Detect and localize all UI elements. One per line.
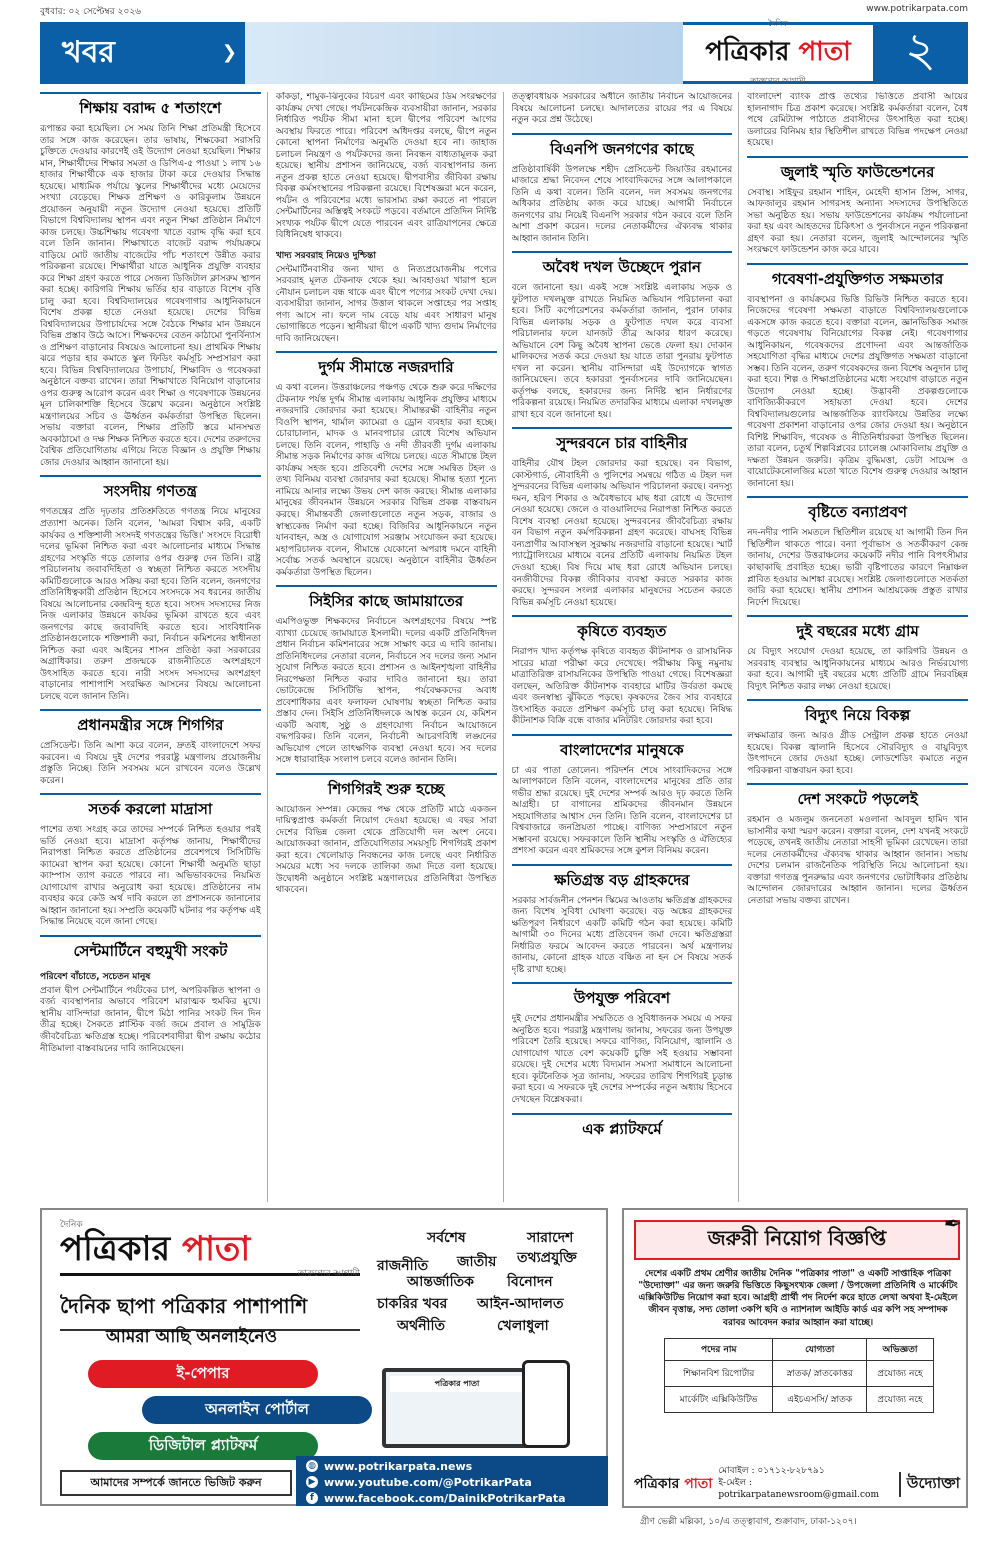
chevron-right-icon: ❯ bbox=[221, 42, 237, 63]
article-body: বলে জানানো হয়। একই সঙ্গে সংশ্লিষ্ট এলাকায় সড়ক ও ফুটপাত দখলমুক্ত রাখতে নিয়মিত অভিযান পরিচালনা করা হবে। সিটি কর্পোরেশনের কর্মকর্তারা জানান, পুরান ঢাকার বিভিন্ন এলাকায় সড়ক ও ফুটপাত দখল করে ব্যবসা পরিচালনার ফলে যানজট তীব্র আকার ধারণ করেছে। অভিযানে বেশ কিছু অবৈধ স্থাপনা ভেঙে ফেলা হয়। দোকান মালিকদের সতর্ক করে দেওয়া হয় যাতে তারা পুনরায় ফুটপাত দখল না করেন। স্থানীয় বাসিন্দারা এই উদ্যোগকে স্বাগত জানিয়েছেন। তবে হকাররা পুনর্বাসনের দাবি জানিয়েছেন। কর্তৃপক্ষ বলছে, হকারদের জন্য নির্দিষ্ট স্থান নির্ধারণের পরিকল্পনা রয়েছে। নিয়মিত তদারকির মাধ্যমে এলাকা দখলমুক্ত রাখা হবে বলে জানানো হয়। bbox=[511, 283, 733, 420]
article-body: এ কথা বলেন। উত্তরাঞ্চলের পঞ্চগড় থেকে শুরু করে দক্ষিণের টেকনাফ পর্যন্ত দুর্গম সীমান্ত এলাকায় আধুনিক প্রযুক্তির মাধ্যমে নজরদারি জোরদার করা হয়েছে। সীমান্তরক্ষী বাহিনীর নতুন বিওপি স্থাপন, থার্মাল ক্যামেরা ও ড্রোন ব্যবহার করা হচ্ছে। চোরাচালান, মাদক ও মানবপাচার রোধে বিশেষ অভিযান চলছে। তিনি বলেন, পাহাড়ি ও নদী তীরবর্তী দুর্গম এলাকায় সীমান্ত সড়ক নির্মাণের কাজ এগিয়ে চলছে। এতে সীমান্তে টহল কার্যক্রম সহজ হবে। প্রতিবেশী দেশের সঙ্গে সমন্বিত টহল ও তথ্য বিনিময় ব্যবস্থা জোরদার করা হয়েছে। সীমান্ত হত্যা শূন্যে নামিয়ে আনার লক্ষ্যে উভয় দেশ কাজ করছে। সীমান্ত এলাকার মানুষের জীবনমান উন্নয়নে সরকার বিভিন্ন প্রকল্প বাস্তবায়ন করছে। সীমান্তবর্তী জেলাগুলোতে নতুন সড়ক, বাজার ও স্বাস্থ্যকেন্দ্র নির্মাণ করা হচ্ছে। বিজিবির আধুনিকায়নে নতুন যানবাহন, অস্ত্র ও যোগাযোগ সরঞ্জাম সংযোজন করা হয়েছে। মহাপরিচালক বলেন, সীমান্তে যেকোনো অপরাধ দমনে বাহিনী সর্বোচ্চ সতর্ক অবস্থানে রয়েছে। অনুষ্ঠানে বাহিনীর ঊর্ধ্বতন কর্মকর্তারা উপস্থিত ছিলেন। bbox=[275, 383, 497, 578]
article-headline[interactable]: শিগগিরই শুরু হচ্ছে bbox=[276, 773, 497, 805]
job-body: দেশের একটি প্রথম শ্রেণীর জাতীয় দৈনিক "পত্রিকার পাতা" ও একটি সাপ্তাহিক পত্রিকা "উদ্যোক্তা" এর জন্য জরুরি ভিত্তিতে কিছুসংখ্যক জেলা / উপজেলা প্রতিনিধি ও মার্কেটিং এক্সিকিউটিভ নিয়োগ করা হবে। আগ্রহী প্রার্থী পদ নির্দেশ করে হাতে লেখা অথবা ই-মেইলে জীবন বৃত্তান্ত, সদ্য তোলা ৩কপি ছবি ও ন্যাশনাল আইডি কার্ড এর কপি সহ সম্পাদক বরাবর আবেদন করার আহ্বান করা যাচ্ছে। bbox=[638, 1269, 958, 1328]
digital-platform-button[interactable]: ডিজিটাল প্ল্যাটফর্ম bbox=[88, 1432, 318, 1460]
tablet-icon bbox=[522, 1360, 570, 1448]
article-subhead: পরিবেশ বাঁচাতে, সচেতন মানুষ bbox=[40, 971, 151, 982]
promo-print-line: দৈনিক ছাপা পত্রিকার পাশাপাশি bbox=[60, 1292, 360, 1331]
device-illustration bbox=[382, 1360, 582, 1455]
article-headline[interactable]: বাংলাদেশের মানুষকে bbox=[512, 734, 733, 766]
category-label[interactable]: অর্থনীতি bbox=[397, 1318, 446, 1334]
category-label[interactable]: তথ্যপ্রযুক্তি bbox=[517, 1250, 577, 1266]
article-body: প্রতিষ্ঠাবার্ষিকী উপলক্ষে শহীদ প্রেসিডেন্ট জিয়াউর রহমানের মাজারে শ্রদ্ধা নিবেদন শেষে সাংবাদিকদের সঙ্গে আলাপকালে তিনি এ কথা বলেন। তিনি বলেন, দল সবসময় জনগণের অধিকার প্রতিষ্ঠায় কাজ করে যাচ্ছে। আগামী নির্বাচনে জনগণের রায় নিয়েই বিএনপি সরকার গঠন করবে বলে তিনি আশা প্রকাশ করেন। দলের নেতাকর্মীদের ঐক্যবদ্ধ থাকার আহ্বান জানান তিনি। bbox=[511, 164, 733, 244]
section-label bbox=[40, 22, 245, 84]
article-headline[interactable]: কৃষিতে ব্যবহৃত bbox=[512, 615, 733, 647]
article bbox=[747, 783, 968, 907]
footer-address: গ্রীণ ভেল্লী মল্লিকা, ১০/এ তত্ত্বাবাগ, শুক্রাবাদ, ঢাকা-১২০৭। bbox=[640, 1517, 857, 1527]
job-footer-logo bbox=[634, 1472, 712, 1496]
job-cell: মার্কেটিং এক্সিকিউটিভ bbox=[665, 1387, 773, 1413]
logo-tagline: তারুণ্যের আগামী bbox=[750, 76, 806, 85]
masthead-logo bbox=[683, 19, 873, 85]
article-body: দুই দেশের প্রধানমন্ত্রীর সম্মতিতে ও সুবিধাজনক সময়ে এ সফর অনুষ্ঠিত হবে। পররাষ্ট্র মন্ত্রণালয় জানায়, সফরের জন্য উপযুক্ত পরিবেশ তৈরি হয়েছে। সফরে বাণিজ্য, বিনিয়োগ, জ্বালানি ও যোগাযোগ খাতে বেশ কয়েকটি চুক্তি সই হওয়ার সম্ভাবনা রয়েছে। দুই দেশের মধ্যে বিদ্যমান সমস্যা সমাধানে আলোচনা হবে। কূটনৈতিক সূত্র জানায়, সফরের তারিখ শিগগিরই চূড়ান্ত করা হবে। এ সফরকে দুই দেশের সম্পর্কের নতুন অধ্যায় হিসেবে দেখছেন বিশ্লেষকরা। bbox=[511, 1014, 733, 1105]
article-headline[interactable]: বিএনপি জনগণের কাছে bbox=[512, 133, 733, 165]
article bbox=[276, 248, 497, 346]
initiative-logo: উদ্যোক্তা bbox=[899, 1472, 960, 1497]
article-body: সেন্টমার্টিনবাসীর জন্য খাদ্য ও নিত্যপ্রয়োজনীয় পণ্যের সরবরাহ মূলত টেকনাফ থেকে হয়। আবহাওয়া খারাপ হলে নৌযান চলাচল বন্ধ থাকে এবং দ্বীপে পণ্যের সংকট দেখা দেয়। ব্যবসায়ীরা জানান, সাগর উত্তাল থাকলে সপ্তাহের পর সপ্তাহ পণ্য আসে না। ফলে দাম বেড়ে যায় এবং সাধারণ মানুষ ভোগান্তিতে পড়েন। স্থানীয়রা দ্বীপে একটি খাদ্য গুদাম নির্মাণের দাবি জানিয়েছেন। bbox=[275, 264, 497, 344]
category-label[interactable]: সর্বশেষ bbox=[427, 1230, 466, 1246]
job-footer-logo-b: পাতা bbox=[684, 1476, 713, 1492]
article-headline[interactable]: শিক্ষায় বরাদ্দ ৫ শতাংশে bbox=[40, 92, 261, 124]
job-cell: এইচএসসি/ স্নাতক bbox=[773, 1387, 867, 1413]
article-body: চা এর পাতা তোলেন। পরিদর্শন শেষে সাংবাদিকদের সঙ্গে আলাপকালে তিনি বলেন, বাংলাদেশের মানুষের প্রতি তার গভীর শ্রদ্ধা রয়েছে। দুই দেশের সম্পর্ক আরও দৃঢ় করতে তিনি আগ্রহী। চা বাগানের শ্রমিকদের জীবনমান উন্নয়নে সহযোগিতার আশ্বাস দেন তিনি। তিনি বলেন, বাংলাদেশের চা বিশ্ববাজারে জনপ্রিয়তা পাচ্ছে। বাণিজ্য সম্প্রসারণে নতুন সম্ভাবনা রয়েছে। সফরকালে তিনি স্থানীয় সংস্কৃতি ও ঐতিহ্যের প্রশংসা করেন এবং শ্রমিকদের সঙ্গে কুশল বিনিময় করেন। bbox=[511, 765, 733, 857]
article bbox=[40, 793, 261, 929]
promo-mast-b: পাতা bbox=[181, 1228, 251, 1269]
laptop-screen-logo: পত্রিকার পাতা bbox=[390, 1376, 524, 1392]
column bbox=[747, 92, 968, 1202]
issue-date: বুধবার: ০২ সেপ্টেম্বর ২০২৬ bbox=[40, 7, 142, 17]
article-body: এমপিওভুক্ত শিক্ষকদের নির্বাচনে অংশগ্রহণের বিষয়ে স্পষ্ট ব্যাখ্যা চেয়েছে জামায়াতে ইসলামী। দলের একটি প্রতিনিধিদল প্রধান নির্বাচন কমিশনারের সঙ্গে সাক্ষাৎ করে এ দাবি জানায়। প্রতিনিধিদলের নেতারা বলেন, নির্বাচনে সব দলের জন্য সমান সুযোগ নিশ্চিত করতে হবে। প্রশাসন ও আইনশৃঙ্খলা বাহিনীর নিরপেক্ষতা নিশ্চিত করার দাবিও জানানো হয়। তারা ভোটকেন্দ্রে সিসিটিভি স্থাপন, পর্যবেক্ষকদের অবাধ প্রবেশাধিকার এবং ফলাফল ঘোষণায় স্বচ্ছতা নিশ্চিত করার প্রস্তাব দেন। সিইসি প্রতিনিধিদলকে আশ্বস্ত করেন যে, কমিশন একটি অবাধ, সুষ্ঠু ও গ্রহণযোগ্য নির্বাচন আয়োজনে বদ্ধপরিকর। তিনি বলেন, নির্বাচনী আচরণবিধি লঙ্ঘনের অভিযোগ পেলে তাৎক্ষণিক ব্যবস্থা নেওয়া হবে। সব দলের সঙ্গে ধারাবাহিক সংলাপ চলবে বলেও জানান তিনি। bbox=[275, 617, 497, 766]
article-headline[interactable]: উপযুক্ত পরিবেশ bbox=[512, 982, 733, 1014]
article bbox=[276, 773, 497, 897]
promo-masthead bbox=[60, 1219, 360, 1279]
facebook-link-text: www.facebook.com/DainikPotrikarPata bbox=[324, 1491, 566, 1505]
article-headline[interactable]: দুই বছরের মধ্যে গ্রাম bbox=[747, 615, 968, 647]
column bbox=[40, 92, 268, 1202]
article-body: আয়োজন সম্পন্ন। কেন্দ্রের পক্ষ থেকে প্রতিটি মাঠে একজন দায়িত্বপ্রাপ্ত কর্মকর্তা নিয়োগ দেওয়া হয়েছে। এ বছর সারা দেশের বিভিন্ন জেলা থেকে প্রতিযোগী দল অংশ নেবে। আয়োজকরা জানান, প্রতিযোগিতার সময়সূচি শিগগিরই প্রকাশ করা হবে। খেলোয়াড় নিবন্ধনের কাজ চলছে এবং নির্ধারিত সময়ের মধ্যে সব দলকে তালিকা জমা দিতে বলা হয়েছে। উদ্বোধনী অনুষ্ঠানে সংশ্লিষ্ট মন্ত্রণালয়ের প্রতিনিধিরা উপস্থিত থাকবেন। bbox=[275, 804, 497, 896]
top-line bbox=[40, 4, 968, 18]
job-cell: স্নাতক/ স্নাতকোত্তর bbox=[773, 1361, 867, 1387]
article-headline[interactable]: বৃষ্টিতে বন্যাপ্রবণ bbox=[747, 496, 968, 528]
article-body: সরকার সার্বজনীন পেনশন স্কিমের আওতায় ক্ষতিগ্রস্ত গ্রাহকদের জন্য বিশেষ সুবিধা ঘোষণা করেছে। বড় অঙ্কের গ্রাহকদের ক্ষতিপূরণ নির্ধারণে একটি কমিটি গঠন করা হয়েছে। কমিটি আগামী ৩০ দিনের মধ্যে প্রতিবেদন জমা দেবে। ক্ষতিগ্রস্তরা নির্ধারিত ফরমে আবেদন করতে পারবেন। অর্থ মন্ত্রণালয় জানায়, কোনো গ্রাহক যাতে বঞ্চিত না হন সে বিষয়ে সতর্ক দৃষ্টি রাখা হচ্ছে। bbox=[511, 895, 733, 975]
job-table bbox=[664, 1338, 934, 1413]
visit-label: আমাদের সম্পর্কে জানতে ভিজিট করুন bbox=[60, 1470, 292, 1496]
article-headline[interactable]: গবেষণা-প্রযুক্তিগত সক্ষমতার bbox=[747, 263, 968, 295]
youtube-link-text: www.youtube.com/@PotrikarPata bbox=[324, 1475, 532, 1489]
epaper-button[interactable]: ই-পেপার bbox=[88, 1360, 318, 1388]
article bbox=[747, 496, 968, 609]
site-url[interactable]: www.potrikarpata.com bbox=[866, 4, 968, 14]
job-cell: শিক্ষানবিশ রিপোর্টার bbox=[665, 1361, 773, 1387]
article bbox=[512, 92, 733, 127]
logo-small: দৈনিক bbox=[767, 19, 789, 28]
link-list bbox=[296, 1456, 608, 1506]
article-headline[interactable]: দেশ সংকটে পড়লেই bbox=[747, 783, 968, 815]
category-label[interactable]: সারাদেশ bbox=[527, 1230, 574, 1246]
promo-mast-tag: তারুণ্যের আগামী bbox=[297, 1268, 360, 1279]
category-label[interactable]: খেলাধুলা bbox=[497, 1318, 549, 1334]
article-body: রূপান্তর করা হয়েছিল। সে সময় তিনি শিক্ষা প্রতিমন্ত্রী হিসেবে তার সঙ্গে কাজ করেছেন। তার ভাষায়, শিক্ষকেরা সরাসরি চুক্তিতে দেওয়ার কারণেই ওই উদ্যোগ নেওয়া হয়েছিল। শিক্ষার মান, শিক্ষার্থীদের শিক্ষার সমতা ও ডিপিএ-৫ পাওয়া ১ লাখ ১৬ হাজার শিক্ষার্থীকে এক হাজার টাকা করে দেওয়ার সিদ্ধান্ত হয়েছে। মাধ্যমিক পর্যায়ে স্কুলের শিক্ষার্থীদের মধ্যে মেয়েদের সংখ্যা বেড়েছে। শিক্ষক প্রশিক্ষণ ও কারিকুলাম উন্নয়নে প্রয়োজন অনুযায়ী নতুন উদ্যোগ নেওয়া হয়েছে। প্রতিটি বিভাগে বিশ্ববিদ্যালয় স্থাপন এবং নতুন শিক্ষা প্রতিষ্ঠান নির্মাণে কাজ চলছে। উচ্চশিক্ষায় গবেষণা খাতে বরাদ্দ বৃদ্ধি করা হবে বলে তিনি জানান। শিক্ষাখাতে বাজেট বরাদ্দ পর্যায়ক্রমে বাড়িয়ে মোট জাতীয় বাজেটের পাঁচ শতাংশে উন্নীত করার পরিকল্পনা রয়েছে। শিক্ষার্থীরা যাতে আধুনিক প্রযুক্তি ব্যবহার করে শিক্ষা গ্রহণ করতে পারে সেজন্য ডিজিটাল ক্লাসরুম স্থাপন করা হচ্ছে। কারিগরি শিক্ষায় ভর্তির হার বাড়াতে বিশেষ বৃত্তি চালু করা হবে। বিশ্ববিদ্যালয়ের গবেষণাগার আধুনিকায়নে বিশেষ প্রকল্প হাতে নেওয়া হয়েছে। দেশের বিভিন্ন বিশ্ববিদ্যালয়ের উপাচার্যদের সঙ্গে বৈঠকে শিক্ষার মান উন্নয়নে বিভিন্ন প্রস্তাব উঠে আসে। শিক্ষকদের বেতন কাঠামো পুনর্বিন্যাস ও প্রশিক্ষণ বাড়ানোর বিষয়েও আলোচনা হয়। প্রাথমিক শিক্ষায় ঝরে পড়ার হার কমাতে স্কুল ফিডিং কর্মসূচি সম্প্রসারণ করা হবে। বিভিন্ন বিশ্ববিদ্যালয়ের উপাচার্য, শিক্ষাবিদ ও গবেষকরা অনুষ্ঠানে বক্তব্য রাখেন। তারা শিক্ষাখাতে বিনিয়োগ বাড়ানোর ওপর গুরুত্ব আরোপ করেন এবং শিক্ষা ও গবেষণাকে উন্নয়নের মূল চালিকাশক্তি হিসেবে উল্লেখ করেন। অনুষ্ঠানে সংশ্লিষ্ট মন্ত্রণালয়ের সচিব ও ঊর্ধ্বতন কর্মকর্তারা উপস্থিত ছিলেন। সভায় বক্তারা বলেন, শিক্ষার প্রতিটি স্তরে মানসম্মত অবকাঠামো ও দক্ষ শিক্ষক নিশ্চিত করতে হবে। দেশের তরুণদের বৈশ্বিক প্রতিযোগিতায় এগিয়ে নিতে বিজ্ঞান ও প্রযুক্তি শিক্ষায় জোর দেওয়ার আহ্বান জানানো হয়। bbox=[40, 124, 261, 468]
website-link[interactable] bbox=[306, 1458, 598, 1474]
category-label[interactable]: চাকরির খবর bbox=[377, 1296, 448, 1312]
facebook-link[interactable] bbox=[306, 1490, 598, 1506]
article-body: যে বিদ্যুৎ সংযোগ দেওয়া হয়েছে, তা কারিগরি উন্নয়ন ও সরবরাহ ব্যবস্থার আধুনিকায়নের মাধ্যমে আরও নির্ভরযোগ্য করা হবে। আগামী দুই বছরের মধ্যে প্রতিটি গ্রামে নিরবচ্ছিন্ন বিদ্যুৎ নিশ্চিত করার লক্ষ্য নেওয়া হয়েছে। bbox=[747, 647, 968, 692]
article-headline[interactable]: বিদ্যুৎ নিয়ে বিকল্প bbox=[747, 699, 968, 731]
job-footer-logo-a: পত্রিকার bbox=[634, 1476, 685, 1492]
article-body: প্রেসিডেন্ট। তিনি আশা করে বলেন, দ্রুতই বাংলাদেশে সফর করবেন। এ বিষয়ে দুই দেশের পররাষ্ট্র মন্ত্রণালয় প্রয়োজনীয় প্রস্তুতি নিচ্ছে। তিনি সবসময় মনে রাখবেন বলেও উল্লেখ করেন। bbox=[40, 741, 261, 786]
article-body: সেবাস্থ। সাইফুর রহমান শাহিন, মেহেদী হাসান প্রিন্স, সাগর, আফজালুর রহমান সাগরসহ অন্যান্য সদস্যদের উপস্থিতিতে সভা অনুষ্ঠিত হয়। সভায় ফাউন্ডেশনের কার্যক্রম পর্যালোচনা করা হয় এবং আহতদের চিকিৎসা ও পুনর্বাসনে নতুন পরিকল্পনা গ্রহণ করা হয়। নেতারা বলেন, জুলাই আন্দোলনের স্মৃতি সংরক্ষণে ফাউন্ডেশন কাজ করে যাবে। bbox=[747, 187, 968, 256]
article bbox=[276, 585, 497, 767]
job-cell: প্রযোজ্য নহে bbox=[867, 1387, 934, 1413]
table-row bbox=[665, 1361, 934, 1387]
article-headline[interactable]: সিইসির কাছে জামায়াতের bbox=[276, 585, 497, 617]
article bbox=[512, 982, 733, 1106]
promo-mast-small: দৈনিক bbox=[60, 1219, 83, 1230]
article-body: রহমান ও মজলুম জননেতা মওলানা আবদুল হামিদ খান ভাসানীর কথা স্মরণ করেন। বক্তারা বলেন, দেশ যখনই সংকটে পড়েছে, তখনই জাতীয় নেতারা সাহসী ভূমিকা রেখেছেন। তারা দলের নেতাকর্মীদের ঐক্যবদ্ধ থাকার আহ্বান জানান। সভায় দেশের চলমান রাজনৈতিক পরিস্থিতি নিয়ে আলোচনা হয়। বক্তারা গণতন্ত্র পুনরুদ্ধার এবং জনগণের ভোটাধিকার প্রতিষ্ঠায় আন্দোলন জোরদারের আহ্বান জানান। দলের ঊর্ধ্বতন নেতারা সভায় বক্তব্য রাখেন। bbox=[747, 815, 968, 906]
job-contact bbox=[718, 1466, 892, 1501]
article-headline[interactable]: জুলাই স্মৃতি ফাউন্ডেশনের bbox=[747, 156, 968, 188]
article-headline[interactable]: সেন্টমার্টিনে বহুমুখী সংকট bbox=[40, 935, 261, 967]
article-headline[interactable]: সুন্দরবনে চার বাহিনীর bbox=[512, 427, 733, 459]
article-body: নদ-নদীর পানি সমতলে স্থিতিশীল রয়েছে যা আগামী তিন দিন স্থিতিশীল থাকতে পারে। বন্যা পূর্বাভাস ও সতর্কীকরণ কেন্দ্র জানায়, দেশের উত্তরাঞ্চলের কয়েকটি নদীর পানি বিপৎসীমার কাছাকাছি প্রবাহিত হচ্ছে। ভারী বৃষ্টিপাতের কারণে নিম্নাঞ্চল প্লাবিত হওয়ার আশঙ্কা রয়েছে। সংশ্লিষ্ট জেলাগুলোতে সতর্কতা জারি করা হয়েছে। স্থানীয় প্রশাসন আশ্রয়কেন্দ্র প্রস্তুত রাখার নির্দেশ দিয়েছে। bbox=[747, 528, 968, 608]
article-headline[interactable]: দুর্গম সীমান্তে নজরদারি bbox=[276, 351, 497, 383]
promo-online-line: আমরা আছি অনলাইনেও bbox=[106, 1327, 278, 1347]
article bbox=[40, 709, 261, 787]
article-body: বাহিনীর যৌথ টহল জোরদার করা হয়েছে। বন বিভাগ, কোস্টগার্ড, নৌবাহিনী ও পুলিশের সমন্বয়ে গঠিত এ টহল দল সুন্দরবনের বিভিন্ন এলাকায় অভিযান পরিচালনা করছে। বনদস্যু দমন, হরিণ শিকার ও অবৈধভাবে মাছ ধরা রোধে এ উদ্যোগ নেওয়া হয়েছে। জেলে ও বাওয়ালিদের নিরাপত্তা নিশ্চিত করতে বিশেষ ব্যবস্থা নেওয়া হয়েছে। সুন্দরবনের জীববৈচিত্র্য রক্ষায় বন বিভাগ নতুন কর্মপরিকল্পনা গ্রহণ করেছে। বাঘসহ বিভিন্ন বন্যপ্রাণীর আবাসস্থল সুরক্ষায় নজরদারি বাড়ানো হয়েছে। স্মার্ট প্যাট্রোলিংয়ের মাধ্যমে বনের প্রতিটি এলাকায় নিয়মিত টহল দেওয়া হচ্ছে। বিষ দিয়ে মাছ ধরা রোধে অভিযান চলছে। বনজীবীদের বিকল্প জীবিকার ব্যবস্থা করতে সরকার কাজ করছে। সুন্দরবন সংলগ্ন এলাকার মানুষদের সচেতন করতে বিভিন্ন কর্মসূচি নেওয়া হয়েছে। bbox=[511, 459, 733, 608]
article bbox=[747, 263, 968, 491]
article-headline[interactable]: সতর্ক করলো মাদ্রাসা bbox=[40, 793, 261, 825]
article-headline[interactable]: সংসদীয় গণতন্ত্র bbox=[40, 475, 261, 507]
article-body: বাংলাদেশ ব্যাংক প্রাপ্ত তথ্যের ভিত্তিতে প্রবাসী আয়ের হালনাগাদ চিত্র প্রকাশ করেছে। সংশ্লিষ্ট কর্মকর্তারা বলেন, বৈধ পথে রেমিট্যান্স পাঠাতে প্রবাসীদের উৎসাহিত করা হচ্ছে। ডলারের বিনিময় হার স্থিতিশীল রাখতে বিভিন্ন পদক্ষেপ নেওয়া হয়েছে। bbox=[747, 92, 968, 149]
article bbox=[512, 133, 733, 246]
article bbox=[512, 251, 733, 421]
article bbox=[747, 156, 968, 257]
promo-advertisement bbox=[40, 1208, 608, 1506]
article bbox=[512, 1113, 733, 1145]
article bbox=[276, 92, 497, 242]
job-phone: মোবাইল : ০১৭১২-৮২৮৭৯১ bbox=[718, 1466, 825, 1477]
facebook-icon: f bbox=[306, 1492, 318, 1504]
pen-icon: ✒ bbox=[943, 1212, 962, 1237]
article bbox=[276, 351, 497, 579]
article-headline[interactable]: এক প্ল্যাটফর্মে bbox=[512, 1113, 733, 1145]
page-header bbox=[40, 19, 968, 85]
header-band bbox=[245, 22, 683, 84]
article-headline[interactable]: অবৈধ দখল উচ্ছেদে পুরান bbox=[512, 251, 733, 283]
article bbox=[40, 475, 261, 703]
article-headline[interactable]: ক্ষতিগ্রস্ত বড় গ্রাহকদের bbox=[512, 864, 733, 896]
article bbox=[512, 615, 733, 728]
category-label[interactable]: বিনোদন bbox=[507, 1274, 553, 1290]
job-col-header: যোগ্যতা bbox=[773, 1339, 867, 1361]
article-headline[interactable]: প্রধানমন্ত্রীর সঙ্গে শিগগির bbox=[40, 709, 261, 741]
job-advertisement bbox=[622, 1208, 968, 1508]
category-label[interactable]: জাতীয় bbox=[457, 1254, 497, 1270]
section-title: খবর bbox=[62, 34, 115, 70]
column bbox=[512, 92, 740, 1202]
globe-icon: ◍ bbox=[306, 1460, 318, 1472]
job-col-header: অভিজ্ঞতা bbox=[867, 1339, 934, 1361]
logo-word-b: পাতা bbox=[798, 37, 851, 67]
table-row bbox=[665, 1387, 934, 1413]
logo-word-a: পত্রিকার bbox=[705, 37, 799, 67]
article-body: ব্যবস্থাপনা ও কার্যক্রমের ভিত্তি রিভিউ নিশ্চিত করতে হবে। নিজেদের গবেষণা সক্ষমতা বাড়াতে বিশ্ববিদ্যালয়গুলোকে একসঙ্গে কাজ করতে হবে। বক্তারা বলেন, জ্ঞানভিত্তিক সমাজ গড়তে গবেষণায় বিনিয়োগের বিকল্প নেই। গবেষণাগার আধুনিকায়ন, গবেষকদের প্রণোদনা এবং আন্তর্জাতিক সহযোগিতা বৃদ্ধির মাধ্যমে দেশের প্রযুক্তিগত সক্ষমতা বাড়ানো সম্ভব। তিনি বলেন, তরুণ গবেষকদের জন্য বিশেষ অনুদান চালু করা হবে। শিল্প ও শিক্ষাপ্রতিষ্ঠানের মধ্যে সংযোগ বাড়াতে নতুন উদ্যোগ নেওয়া হচ্ছে। উদ্ভাবনী প্রকল্পগুলোকে বাণিজ্যিকীকরণে সহায়তা দেওয়া হবে। দেশের বিশ্ববিদ্যালয়গুলোর আন্তর্জাতিক র‍্যাংকিংয়ে উন্নতির লক্ষ্যে গবেষণা প্রকাশনা বাড়ানোর ওপর জোর দেওয়া হয়। অনুষ্ঠানে বিশিষ্ট শিক্ষাবিদ, গবেষক ও নীতিনির্ধারকরা উপস্থিত ছিলেন। তারা বলেন, চতুর্থ শিল্পবিপ্লবের চ্যালেঞ্জ মোকাবিলায় প্রযুক্তি ও দক্ষতা উন্নয়ন জরুরি। কৃত্রিম বুদ্ধিমত্তা, ডেটা সায়েন্স ও বায়োটেকনোলজির মতো খাতে বিশেষ গুরুত্ব দেওয়ার আহ্বান জানানো হয়। bbox=[747, 294, 968, 489]
article-subhead: খাদ্য সরবরাহ নিয়েও দুশ্চিন্তা bbox=[275, 250, 376, 261]
category-label[interactable]: আইন-আদালত bbox=[477, 1296, 564, 1312]
laptop-icon bbox=[382, 1368, 532, 1448]
job-cell: প্রযোজ্য নহে bbox=[867, 1361, 934, 1387]
job-banner-title: জরুরী নিয়োগ বিজ্ঞপ্তি bbox=[707, 1225, 887, 1250]
article bbox=[40, 935, 261, 1055]
article-body: তত্ত্বাবধায়ক সরকারের অধীনে জাতীয় নির্বাচন আয়োজনের বিষয়ে আলোচনা চলছে। আদালতের রায়ের পর এ বিষয়ে নতুন করে প্রশ্ন উঠেছে। bbox=[511, 92, 733, 126]
article-body: নিরাপদ খাদ্য কর্তৃপক্ষ কৃষিতে ব্যবহৃত কীটনাশক ও রাসায়নিক সারের মাত্রা পরীক্ষা করে দেখেছে। পরীক্ষায় কিছু নমুনায় মাত্রাতিরিক্ত রাসায়নিকের উপস্থিতি পাওয়া গেছে। বিশেষজ্ঞরা বলছেন, অতিরিক্ত কীটনাশক ব্যবহারে মাটির উর্বরতা কমছে এবং জনস্বাস্থ্য ঝুঁকিতে পড়ছে। কৃষকদের জৈব সার ব্যবহারে উৎসাহিত করতে প্রশিক্ষণ কর্মসূচি চালু করা হয়েছে। নিষিদ্ধ কীটনাশক বিক্রি বন্ধে বাজার মনিটরিং জোরদার করা হবে। bbox=[511, 647, 733, 727]
article-body: প্রবাল দ্বীপ সেন্টমার্টিনে পর্যটকের চাপ, অপরিকল্পিত স্থাপনা ও বর্জ্য ব্যবস্থাপনার অভাবে পরিবেশ মারাত্মক হুমকির মুখে। স্থানীয় বাসিন্দারা জানান, দ্বীপে মিঠা পানির সংকট দিন দিন তীব্র হচ্ছে। সৈকতে প্লাস্টিক বর্জ্য জমে প্রবাল ও সামুদ্রিক জীববৈচিত্র্য ক্ষতিগ্রস্ত হচ্ছে। পরিবেশবাদীরা দ্বীপ রক্ষায় কঠোর নীতিমালা বাস্তবায়নের দাবি জানিয়েছেন। bbox=[40, 985, 261, 1054]
category-cloud bbox=[367, 1224, 597, 1354]
category-label[interactable]: আন্তর্জাতিক bbox=[407, 1274, 474, 1290]
promo-mast-a: পত্রিকার bbox=[60, 1228, 182, 1269]
article bbox=[747, 699, 968, 777]
article-body: গণতন্ত্রের প্রতি দৃঢ়তার প্রতিশ্রুতিতে গণতন্ত্র নিয়ে মানুষের প্রত্যাশা অনেক। তিনি বলেন, 'আমরা বিশ্বাস করি, একটি কার্যকর ও শক্তিশালী সংসদই গণতন্ত্রের ভিত্তি।' সংসদে বিরোধী দলের ভূমিকা নিশ্চিত করা এবং আলোচনার মাধ্যমে সিদ্ধান্ত গ্রহণের সংস্কৃতি গড়ে তোলার ওপর গুরুত্ব দেন তিনি। রাষ্ট্র পরিচালনায় জবাবদিহিতা ও স্বচ্ছতা নিশ্চিত করতে সংসদীয় কমিটিগুলোকে আরও সক্রিয় করা হবে। তিনি বলেন, জনগণের প্রতিনিধিত্বকারী প্রতিষ্ঠান হিসেবে সংসদকে সব ধরনের জাতীয় বিষয়ে আলোচনার কেন্দ্রবিন্দু হতে হবে। সংসদ সদস্যদের নিজ নিজ এলাকার উন্নয়নে কার্যকর ভূমিকা রাখতে হবে এবং জনগণের কাছে জবাবদিহি করতে হবে। সাংবিধানিক প্রতিষ্ঠানগুলোকে শক্তিশালী করা, নির্বাচন কমিশনের স্বাধীনতা নিশ্চিত করা এবং আইনের শাসন প্রতিষ্ঠা করা সরকারের অগ্রাধিকার। তরুণ প্রজন্মকে রাজনীতিতে অংশগ্রহণে উৎসাহিত করতে হবে। নারী সংসদ সদস্যদের অংশগ্রহণ বাড়ানোর পাশাপাশি সংরক্ষিত আসনের বিষয়ে আলোচনা চলছে বলে জানান তিনি। bbox=[40, 507, 261, 702]
article-body: কাঁকড়া, শামুক-ঝিনুকের বিচরণ এবং কাছিমের ডিম সংরক্ষণের কার্যক্রম দেখা গেছে। পর্যটনকেন্দ্রিক ব্যবসায়ীরা জানান, সরকার নির্ধারিত পর্যটক সীমা মানা হলে দ্বীপের পরিবেশ আগের অবস্থায় ফিরতে পারে। পরিবেশ অধিদপ্তর বলছে, দ্বীপে নতুন কোনো স্থাপনা নির্মাণের অনুমতি দেওয়া হবে না। জাহাজ চলাচল নিয়ন্ত্রণ ও পর্যটকদের জন্য নিবন্ধন বাধ্যতামূলক করা হয়েছে। স্থানীয় প্রশাসন জানিয়েছে, বর্জ্য ব্যবস্থাপনার জন্য নতুন প্রকল্প হাতে নেওয়া হয়েছে। দ্বীপবাসীর জীবিকা রক্ষায় বিকল্প কর্মসংস্থানের পরিকল্পনা রয়েছে। বিশেষজ্ঞরা মনে করেন, পর্যটন ও পরিবেশের মধ্যে ভারসাম্য রক্ষা করতে না পারলে সেন্টমার্টিনের অস্তিত্বই সংকটে পড়বে। বর্তমানে প্রতিদিন নির্দিষ্ট সংখ্যক পর্যটক দ্বীপে যেতে পারবেন এবং রাত্রিযাপনের ক্ষেত্রে বিধিনিষেধ থাকবে। bbox=[275, 92, 497, 241]
job-col-header: পদের নাম bbox=[665, 1339, 773, 1361]
article-body: পাশের তথ্য সংগ্রহ করে তাদের সম্পর্কে নিশ্চিত হওয়ার পরই ভর্তি নেওয়া হবে। মাদ্রাসা কর্তৃপক্ষ জানায়, শিক্ষার্থীদের নিরাপত্তা নিশ্চিত করতে প্রতিষ্ঠানের প্রবেশপথে সিসিটিভি ক্যামেরা স্থাপন করা হয়েছে। কোনো শিক্ষার্থী অনুমতি ছাড়া ক্যাম্পাস ত্যাগ করতে পারবে না। অভিভাবকদের নিয়মিত যোগাযোগ রাখার অনুরোধ করা হয়েছে। প্রতিষ্ঠানের নাম ব্যবহার করে কেউ অর্থ দাবি করলে তা প্রশাসনকে জানানোর আহ্বান জানানো হয়। সম্প্রতি কয়েকটি ঘটনার পর কর্তৃপক্ষ এই সিদ্ধান্ত নিয়েছে বলে জানা গেছে। bbox=[40, 825, 261, 928]
article bbox=[512, 864, 733, 977]
article-body: লক্ষমাত্রার জন্য আরও গ্রীড সেন্ট্রাল প্রকল্প হাতে নেওয়া হয়েছে। বিকল্প জ্বালানি হিসেবে সৌরবিদ্যুৎ ও বায়ুবিদ্যুৎ উৎপাদনে জোর দেওয়া হচ্ছে। লোডশেডিং কমাতে নতুন পরিকল্পনা বাস্তবায়ন করা হবে। bbox=[747, 731, 968, 776]
page-number: ২ bbox=[873, 22, 968, 84]
column bbox=[276, 92, 504, 1202]
category-label[interactable]: রাজনীতি bbox=[377, 1258, 429, 1274]
youtube-link[interactable] bbox=[306, 1474, 598, 1490]
job-banner bbox=[634, 1220, 960, 1260]
job-email: ই-মেইল : potrikarpatanewsroom@gmail.com bbox=[718, 1478, 879, 1500]
article bbox=[747, 615, 968, 693]
website-link-text: www.potrikarpata.news bbox=[324, 1459, 473, 1473]
article bbox=[512, 734, 733, 858]
article bbox=[512, 427, 733, 609]
play-icon: ▶ bbox=[306, 1476, 318, 1488]
online-portal-button[interactable]: অনলাইন পোর্টাল bbox=[142, 1396, 372, 1424]
article bbox=[40, 92, 261, 469]
article bbox=[747, 92, 968, 150]
article-columns bbox=[40, 92, 968, 1202]
job-footer bbox=[634, 1464, 960, 1504]
